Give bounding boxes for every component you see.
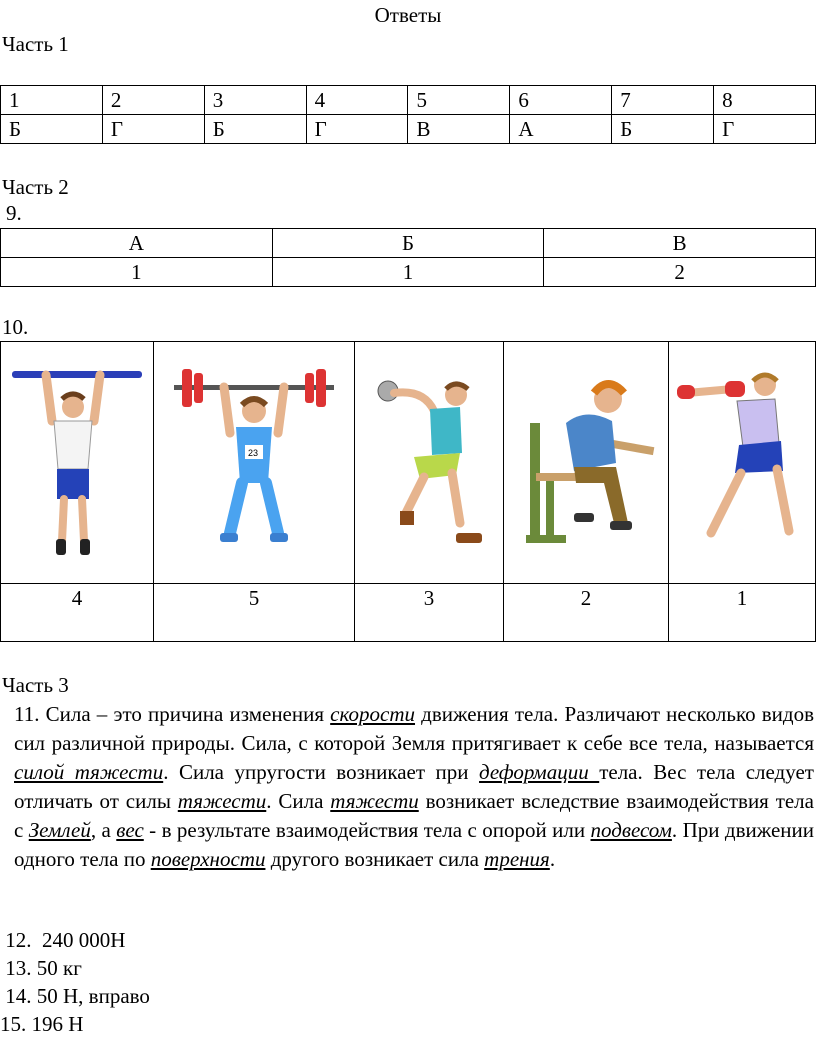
- table-cell: 5: [154, 584, 355, 642]
- text-span: другого возникает сила: [265, 847, 485, 871]
- question-10-table: [0, 341, 816, 642]
- table-cell: 7: [612, 86, 714, 115]
- table-cell: 3: [355, 584, 504, 642]
- table-cell: 1: [1, 258, 273, 287]
- page-title: Ответы: [374, 3, 442, 27]
- filled-word: подвесом: [590, 818, 672, 842]
- table-cell: Г: [306, 115, 408, 144]
- table-cell: А: [1, 229, 273, 258]
- filled-word: Землей: [28, 818, 91, 842]
- text-span: 11. Сила – это причина изменения: [14, 702, 331, 726]
- part3-heading: Часть 3: [2, 673, 69, 697]
- filled-word: деформации: [479, 760, 600, 784]
- list-item: 15. 196 Н: [0, 1012, 84, 1036]
- text-span: .: [549, 847, 556, 871]
- svg-text:23: 23: [248, 447, 259, 458]
- table-cell: 3: [204, 86, 306, 115]
- list-item: 12. 240 000Н: [0, 928, 126, 952]
- boxer-icon: [677, 363, 807, 563]
- answers-list: [0, 926, 150, 1038]
- figure-cell: [154, 342, 355, 584]
- weightlifter-icon: [164, 363, 344, 563]
- table-cell: Б: [612, 115, 714, 144]
- filled-word: скорости: [330, 702, 416, 726]
- table-cell: 2: [544, 258, 816, 287]
- table-cell: А: [510, 115, 612, 144]
- table-cell: 1: [1, 86, 103, 115]
- filled-word: трения: [484, 847, 550, 871]
- question-9-table: [0, 228, 816, 287]
- list-item: 13. 50 кг: [0, 956, 82, 980]
- boy-at-desk-icon: [516, 363, 656, 563]
- table-cell: 6: [510, 86, 612, 115]
- table-cell: 1: [272, 258, 544, 287]
- text-span: тела. Вес тела следует отличать от силы: [14, 760, 814, 813]
- figure-cell: [355, 342, 504, 584]
- table-cell: Г: [714, 115, 816, 144]
- filled-word: поверхности: [150, 847, 266, 871]
- text-span: . При движении одного тела по: [14, 818, 815, 871]
- table-cell: 1: [669, 584, 816, 642]
- question-11-paragraph: [14, 700, 814, 874]
- list-item: 14. 50 Н, вправо: [0, 984, 150, 1008]
- question-10-label: 10.: [2, 315, 29, 339]
- table-cell: В: [408, 115, 510, 144]
- part1-answer-table: [0, 85, 816, 144]
- table-cell: Б: [1, 115, 103, 144]
- table-cell: 2: [504, 584, 669, 642]
- question-9-label: 9.: [6, 201, 22, 225]
- part2-heading: Часть 2: [2, 175, 69, 199]
- text-span: движения тела. Различают несколько видов сил различной природы. Сила, с которой Земля притягивает к себе все тела, называется: [14, 702, 814, 755]
- part1-heading: Часть 1: [2, 32, 69, 56]
- table-cell: Г: [102, 115, 204, 144]
- table-cell: Б: [272, 229, 544, 258]
- filled-word: тяжести: [330, 789, 419, 813]
- table-cell: 8: [714, 86, 816, 115]
- figure-cell: [504, 342, 669, 584]
- filled-word: силой тяжести: [14, 760, 164, 784]
- table-cell: В: [544, 229, 816, 258]
- text-span: - в результате взаимодействия тела с опорой или: [143, 818, 591, 842]
- table-cell: 2: [102, 86, 204, 115]
- pull-up-athlete-icon: [12, 363, 142, 563]
- table-cell: Б: [204, 115, 306, 144]
- table-cell: 5: [408, 86, 510, 115]
- filled-word: тяжести: [177, 789, 267, 813]
- text-span: , а: [90, 818, 117, 842]
- table-cell: 4: [306, 86, 408, 115]
- table-cell: 4: [1, 584, 154, 642]
- text-span: . Сила упругости возникает при: [163, 760, 480, 784]
- figure-cell: [1, 342, 154, 584]
- text-span: возникает вследствие взаимодействия тела с: [14, 789, 814, 842]
- figure-cell: [669, 342, 816, 584]
- text-span: . Сила: [266, 789, 331, 813]
- discus-thrower-icon: [364, 363, 494, 563]
- filled-word: вес: [116, 818, 144, 842]
